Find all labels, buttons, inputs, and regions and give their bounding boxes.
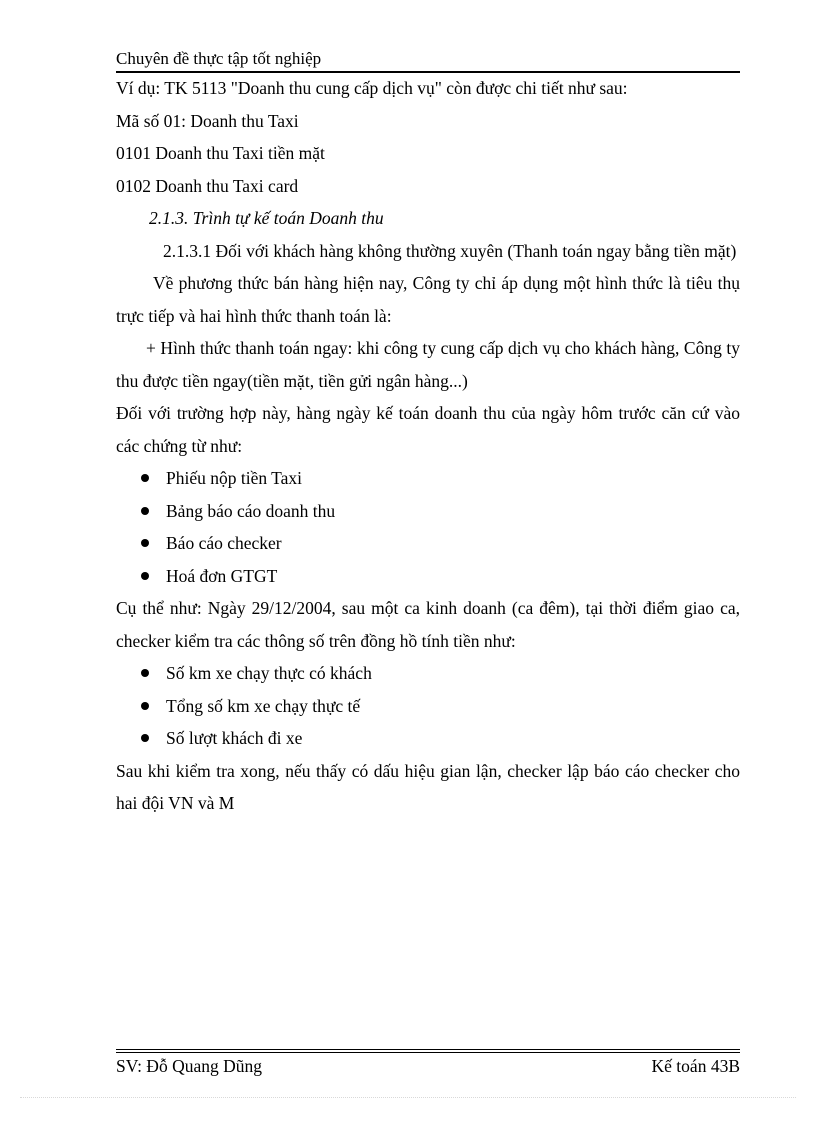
footer-class-name: Kế toán 43B: [651, 1056, 740, 1076]
list-item: Phiếu nộp tiền Taxi: [116, 462, 740, 495]
subsection-heading: 2.1.3.1 Đối với khách hàng không thường xuyên (Thanh toán ngay bằng tiền mặt): [163, 240, 737, 261]
list-item: Báo cáo checker: [116, 527, 740, 560]
documents-list: [116, 462, 740, 592]
page-header-title: Chuyên đề thực tập tốt nghiệp: [116, 49, 322, 68]
meter-parameters-list: [116, 657, 740, 755]
bullet-icon: [141, 734, 149, 742]
footer-divider-top: [116, 1049, 740, 1050]
paragraph-documents-intro: Đối với trường hợp này, hàng ngày kế toán doanh thu của ngày hôm trước căn cứ vào các chứng từ như:: [116, 403, 740, 456]
list-item: Số lượt khách đi xe: [116, 722, 740, 755]
footer-divider-bottom: [116, 1052, 740, 1053]
list-item: Bảng báo cáo doanh thu: [116, 495, 740, 528]
bullet-icon: [141, 539, 149, 547]
page-bottom-border: [20, 1097, 796, 1098]
bullet-icon: [141, 702, 149, 710]
paragraph-specific-example: Cụ thể như: Ngày 29/12/2004, sau một ca kinh doanh (ca đêm), tại thời điểm giao ca, checker kiểm tra các thông số trên đồng hồ tính tiền như:: [116, 598, 740, 651]
bullet-icon: [141, 669, 149, 677]
list-item: Tổng số km xe chạy thực tế: [116, 690, 740, 723]
list-item: Hoá đơn GTGT: [116, 560, 740, 593]
bullet-icon: [141, 507, 149, 515]
paragraph-immediate-payment: + Hình thức thanh toán ngay: khi công ty cung cấp dịch vụ cho khách hàng, Công ty thu được tiền ngay(tiền mặt, tiền gửi ngân hàng...): [116, 338, 740, 391]
paragraph-code-0101: 0101 Doanh thu Taxi tiền mặt: [116, 143, 325, 163]
footer-student-name: SV: Đỗ Quang Dũng: [116, 1056, 262, 1076]
paragraph-code-0102: 0102 Doanh thu Taxi card: [116, 175, 299, 196]
list-item: Số km xe chạy thực có khách: [116, 657, 740, 690]
document-body: [116, 72, 740, 820]
section-heading: 2.1.3. Trình tự kế toán Doanh thu: [149, 208, 384, 228]
paragraph-sales-method: Về phương thức bán hàng hiện nay, Công ty chỉ áp dụng một hình thức là tiêu thụ trực tiếp và hai hình thức thanh toán là:: [116, 273, 740, 326]
bullet-icon: [141, 572, 149, 580]
paragraph-checker-report: Sau khi kiểm tra xong, nếu thấy có dấu hiệu gian lận, checker lập báo cáo checker cho hai đội VN và M: [116, 760, 740, 813]
paragraph-example: Ví dụ: TK 5113 "Doanh thu cung cấp dịch vụ" còn được chi tiết như sau:: [116, 78, 628, 98]
paragraph-code-01: Mã số 01: Doanh thu Taxi: [116, 110, 299, 131]
bullet-icon: [141, 474, 149, 482]
